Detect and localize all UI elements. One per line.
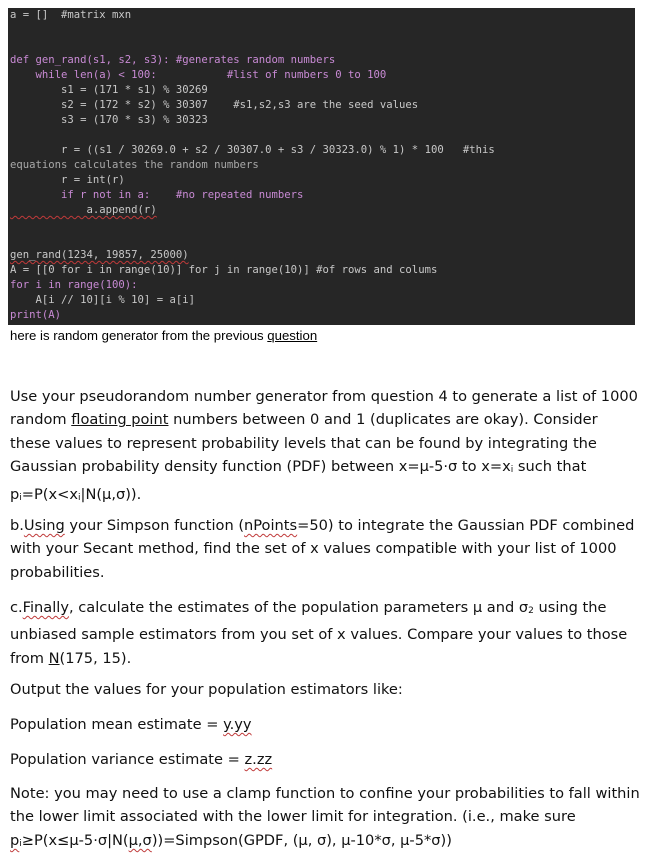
code-line-19-text: for i in range(100): — [10, 279, 138, 291]
code-line-4 — [10, 53, 335, 68]
p2-t2: Using — [23, 517, 65, 534]
variance-estimate-line — [10, 748, 640, 771]
note-sub1: i — [19, 838, 22, 849]
p1-t4: such that p — [10, 458, 587, 503]
variance-value: z.zz — [244, 751, 273, 768]
code-line-12-text: r = int(r) — [10, 174, 125, 186]
p1-sub3: i — [78, 492, 81, 503]
p1-t5: =P(x<x — [21, 485, 79, 503]
code-line-7 — [10, 98, 418, 113]
note-t4: μ,σ — [128, 831, 152, 849]
code-line-7-text: s2 = (172 * s2) % 30307 #s1,s2,s3 are the seed values — [10, 99, 419, 111]
p3-t5: N — [48, 649, 60, 667]
note-t2: p — [10, 831, 20, 849]
paragraph-part-c — [10, 596, 640, 670]
p2-t4: nPoints — [244, 517, 298, 534]
code-line-20-text: A[i // 10][i % 10] = a[i] — [10, 294, 195, 306]
p3-t1: c. — [10, 599, 23, 616]
p1-t3: numbers between 0 and 1 (duplicates are okay). Consider these values to represent probability levels that can be found by integrating the Gaussian probability density function (PDF) between x=μ-5·σ to x=x — [10, 411, 598, 476]
paragraph-part-b — [10, 514, 640, 584]
p1-t6: |N(μ,σ)). — [80, 485, 142, 503]
code-line-6-text: s1 = (171 * s1) % 30269 — [10, 84, 208, 96]
code-line-1 — [10, 8, 131, 23]
code-line-10 — [10, 143, 495, 158]
code-line-13-text: if r not in a: #no repeated numbers — [10, 189, 304, 201]
code-line-5 — [10, 68, 386, 83]
p2-t5: =50) to integrate the Gaussian PDF combined with your Secant method, find the set of x values compatible with your list of 1000 probabilities. — [10, 517, 635, 581]
code-line-20 — [10, 293, 195, 308]
caption-link[interactable]: question — [267, 328, 318, 343]
caption-text: here is random generator from the previous — [10, 328, 268, 343]
code-line-13 — [10, 188, 303, 203]
mean-label: Population mean estimate = — [10, 716, 224, 733]
code-caption — [10, 328, 317, 343]
code-line-1-text: a = [] #matrix mxn — [10, 9, 132, 21]
code-line-18-text: A = [[0 for i in range(10)] for j in range(10)] #of rows and colums — [10, 264, 438, 276]
code-line-11 — [10, 158, 259, 173]
code-line-21-text: print(A) — [10, 309, 62, 321]
p1-t1: Use your pseudorandom number generator from question 4 to generate a list of 1000 random — [10, 388, 638, 429]
code-line-11-text: equations calculates the random numbers — [10, 159, 259, 171]
note-t3: ≥P(x≤μ-5·σ|N( — [21, 831, 129, 849]
p2-t1: b. — [10, 517, 24, 534]
code-line-21 — [10, 308, 61, 323]
code-line-14 — [10, 203, 157, 218]
paragraph-output-instruction — [10, 678, 640, 701]
p3-sub1: 2 — [528, 606, 534, 616]
p2-t3: your Simpson function ( — [64, 517, 245, 534]
code-line-17 — [10, 248, 189, 263]
code-line-17-text: gen_rand(1234, 19857, 25000) — [10, 249, 189, 261]
p3-t6: (175, 15). — [59, 649, 132, 667]
variance-label: Population variance estimate = — [10, 751, 245, 768]
code-line-12 — [10, 173, 125, 188]
note-t1: Note: you may need to use a clamp function to confine your probabilities to fall within the lower limit associated with the lower limit for integration. (i.e., make sure — [10, 785, 640, 826]
code-block — [8, 8, 635, 325]
code-line-8-text: s3 = (170 * s3) % 30323 — [10, 114, 208, 126]
paragraph-note — [10, 782, 640, 856]
code-line-6 — [10, 83, 208, 98]
paragraph-task-intro — [10, 385, 640, 510]
code-line-4-text: def gen_rand(s1, s2, s3): #generates random numbers — [10, 54, 336, 66]
note-t5: ))=Simpson(GPDF, (μ, σ), μ-10*σ, μ-5*σ)) — [151, 831, 452, 849]
code-line-5-text: while len(a) < 100: #list of numbers 0 to 100 — [10, 69, 387, 81]
code-line-10-text: r = ((s1 / 30269.0 + s2 / 30307.0 + s3 / 30323.0) % 1) * 100 #this — [10, 144, 495, 156]
p1-sub2: i — [19, 492, 22, 503]
p3-t3: , calculate the estimates of the population parameters μ and σ — [69, 599, 529, 616]
p1-t2: floating point — [71, 411, 169, 429]
code-line-18 — [10, 263, 437, 278]
code-line-19 — [10, 278, 138, 293]
code-line-8 — [10, 113, 208, 128]
p3-t2: Finally — [22, 599, 69, 616]
mean-estimate-line — [10, 713, 640, 736]
p1-sub1: i — [510, 465, 514, 476]
p3-t4: using the unbiased sample estimators from you set of x values. Compare your values to those from — [10, 599, 628, 667]
code-line-14-text: a.append(r) — [10, 204, 157, 216]
mean-value: y.yy — [223, 716, 252, 733]
p4-text: Output the values for your population estimators like: — [10, 681, 403, 698]
